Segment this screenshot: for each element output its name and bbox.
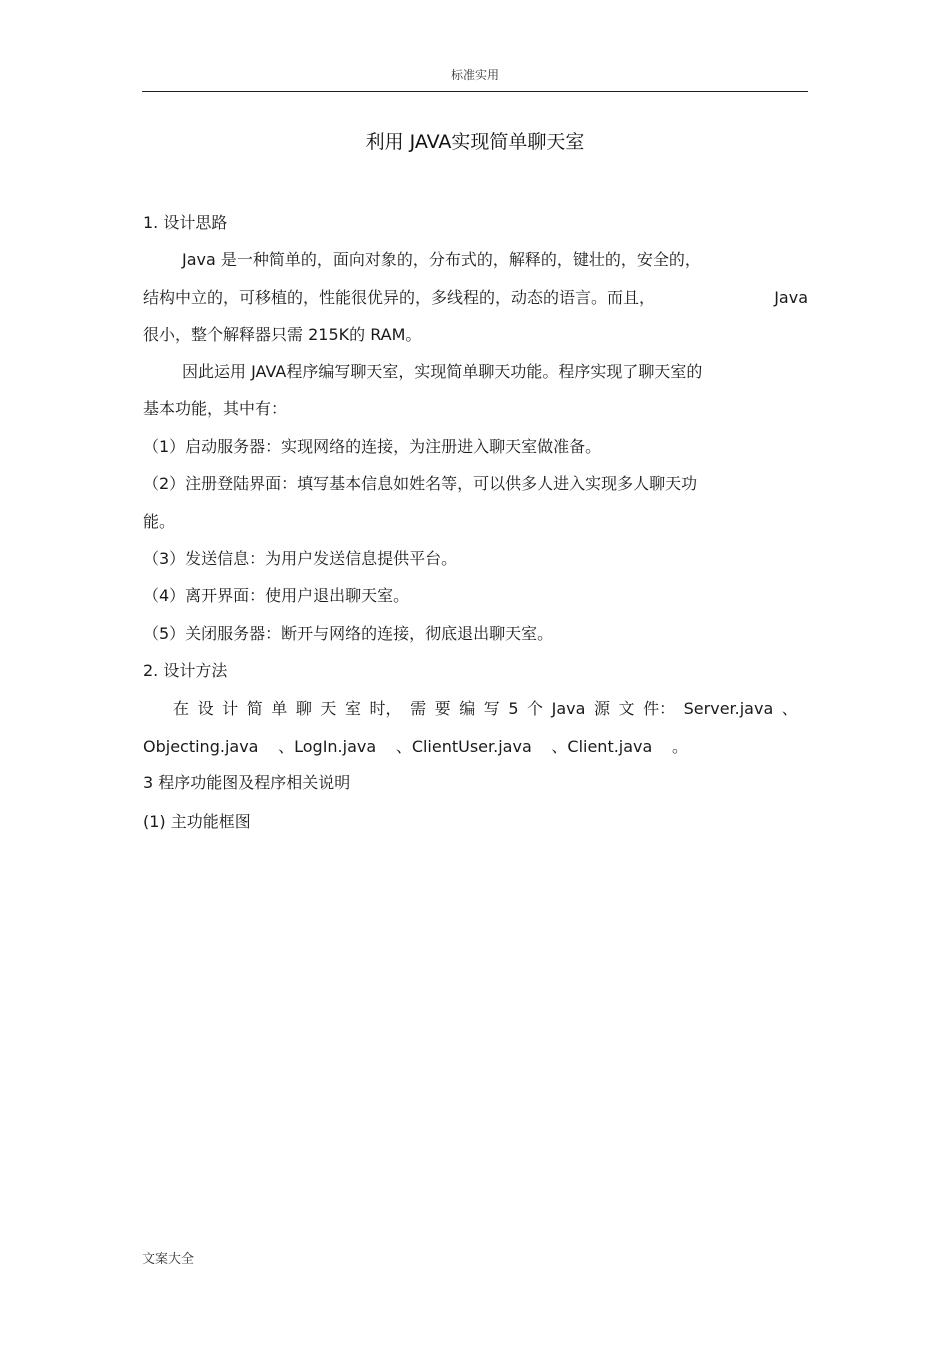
justified-word: 需 [410,699,427,718]
justified-word: 天 [320,699,337,718]
justified-word: 在 [173,699,190,718]
page-header: 标准实用 [450,68,499,82]
page-footer: 文案大全 [142,1252,195,1267]
section2-heading: 2. 设计方法 [143,661,228,680]
justified-word: 文 [618,699,635,718]
section2-line1 [173,698,798,720]
justified-word: 室 [344,699,361,718]
justified-word: 编 [459,699,476,718]
justified-word: 个 [527,699,544,718]
list-item: （4）离开界面：使用户退出聊天室。 [143,586,410,605]
list-item-continuation: 能。 [143,512,176,531]
justified-word: 、 [781,699,798,718]
section3-subheading: (1) 主功能框图 [143,812,251,831]
justified-word: 件： [643,699,676,718]
justified-word: 单 [271,699,288,718]
justified-word: 源 [593,699,610,718]
section1-heading: 1. 设计思路 [143,213,228,232]
section1-p1-line2-right: Java [774,288,808,307]
justified-word: 要 [434,699,451,718]
section1-p1-line2 [143,287,808,309]
justified-word: 。 [671,737,688,756]
section1-p2-line2: 基本功能，其中有： [143,399,288,418]
justified-word: 5 [508,699,519,718]
document-title: 利用 JAVA实现简单聊天室 [365,131,585,153]
justified-word: 聊 [295,699,312,718]
section1-p2-line1: 因此运用 JAVA程序编写聊天室，实现简单聊天功能。程序实现了聊天室的 [182,362,703,381]
justified-word: Objecting.java [143,737,259,756]
list-item: （5）关闭服务器：断开与网络的连接，彻底退出聊天室。 [143,624,554,643]
justified-word: Java [551,699,586,718]
section3-heading: 3 程序功能图及程序相关说明 [143,773,351,792]
justified-word: 、LogIn.java [278,737,377,756]
justified-word: 设 [197,699,214,718]
section2-line2 [143,736,688,758]
section1-p1-line2-left: 结构中立的，可移植的，性能很优异的，多线程的，动态的语言。而且， [143,288,656,307]
justified-word: 简 [246,699,263,718]
list-item: （1）启动服务器：实现网络的连接，为注册进入聊天室做准备。 [143,437,602,456]
section1-p1-line1: Java 是一种简单的，面向对象的，分布式的，解释的，键壮的，安全的， [182,250,701,269]
header-divider [142,91,808,92]
justified-word: 写 [483,699,500,718]
list-item: （3）发送信息：为用户发送信息提供平台。 [143,549,458,568]
justified-word: 、ClientUser.java [395,737,532,756]
justified-word: 计 [222,699,239,718]
justified-word: Server.java [683,699,774,718]
list-item: （2）注册登陆界面：填写基本信息如姓名等，可以供多人进入实现多人聊天功 [143,474,698,493]
justified-word: 、Client.java [551,737,653,756]
section1-p1-line3: 很小，整个解释器只需 215K的 RAM。 [143,325,422,344]
justified-word: 时， [369,699,402,718]
